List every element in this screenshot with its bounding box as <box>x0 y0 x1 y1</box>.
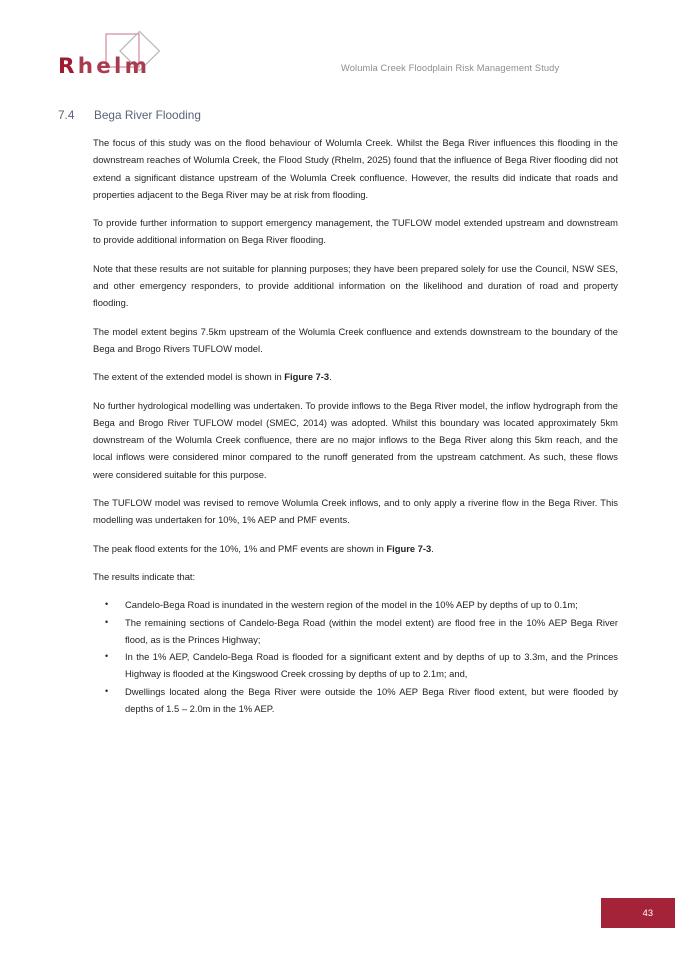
paragraph-peak-extents-figure <box>93 540 618 557</box>
page-header <box>0 0 675 95</box>
section-number: 7.4 <box>58 108 75 122</box>
list-item <box>93 614 618 649</box>
paragraph-model-extent: The model extent begins 7.5km upstream of the Wolumla Creek confluence and extends downstream to the boundary of the Bega and Brogo Rivers TUFLOW model. <box>93 325 618 354</box>
bullet-marker-icon: • <box>105 599 109 610</box>
results-bullet-list <box>93 596 618 717</box>
paragraph-emergency-management: To provide further information to support emergency management, the TUFLOW model extended upstream and downstream to provide additional information on Bega River flooding. <box>93 217 618 246</box>
list-item-text: Dwellings located along the Bega River were outside the 10% AEP Bega River flood extent, but were flooded by depths of 1.5 – 2.0m in the 1% AEP. <box>125 685 618 715</box>
section-heading <box>58 108 618 122</box>
paragraph-hydrological-modelling: No further hydrological modelling was undertaken. To provide inflows to the Bega River model, the inflow hydrograph from the Bega and Brogo River TUFLOW model (SMEC, 2014) was adopted. Whilst this boundary was located approximately 5km downstream of the Wolumla Creek confluence, there are no major inflows to the Bega River along this 5km reach, and the local inflows were considered minor compared to the runoff generated from the upstream catchment. As such, these flows were considered suitable for this purpose. <box>93 399 618 480</box>
extent-prefix-text: The extent of the extended model is shown in <box>93 371 285 383</box>
extent-suffix-text: . <box>329 371 332 383</box>
section-body <box>93 134 618 717</box>
bullet-marker-icon: • <box>105 651 109 662</box>
paragraph-planning-note: Note that these results are not suitable for planning purposes; they have been prepared solely for use the Council, NSW SES, and other emergency responders, to provide additional information on the likelihood and duration of road and property flooding. <box>93 262 618 309</box>
peak-extents-prefix-text: The peak flood extents for the 10%, 1% and PMF events are shown in <box>93 542 387 554</box>
figure-reference-peak-extents: Figure 7-3 <box>386 542 432 554</box>
logo-letters-helm: helm <box>77 54 151 79</box>
bullet-marker-icon: • <box>105 616 109 627</box>
section-title: Bega River Flooding <box>94 108 201 122</box>
list-item-text: Candelo-Bega Road is inundated in the western region of the model in the 10% AEP by depths of up to 0.1m; <box>125 599 578 611</box>
figure-reference-extent: Figure 7-3 <box>284 371 330 383</box>
header-document-title: Wolumla Creek Floodplain Risk Management Study <box>341 63 560 73</box>
page-number: 43 <box>642 908 653 918</box>
list-item <box>93 683 618 718</box>
peak-extents-suffix-text: . <box>431 542 434 554</box>
logo-wordmark <box>58 52 188 82</box>
logo-letter-r: R <box>58 54 78 79</box>
paragraph-results-intro: The results indicate that: <box>93 570 196 582</box>
rhelm-logo <box>58 30 188 88</box>
paragraph-tuflow-revision: The TUFLOW model was revised to remove Wolumla Creek inflows, and to only apply a riverine flow in the Bega River. This modelling was undertaken for 10%, 1% AEP and PMF events. <box>93 497 618 526</box>
list-item <box>93 596 618 613</box>
list-item-text: In the 1% AEP, Candelo-Bega Road is flooded for a significant extent and by depths of up to 3.3m, and the Princes Highway is flooded at the Kingswood Creek crossing by depths of up to 2.1m; and, <box>125 651 618 680</box>
page-content <box>58 108 618 717</box>
paragraph-focus-of-study: The focus of this study was on the flood behaviour of Wolumla Creek. Whilst the Bega River influences this flooding in the downstream reaches of Wolumla Creek, the Flood Study (Rhelm, 2025) found that the influence of Bega River flooding did not extend a significant distance upstream of the Wolumla Creek confluence. However, the results did indicate that roads and properties adjacent to the Bega River may be at risk from flooding. <box>93 137 618 200</box>
list-item <box>93 648 618 683</box>
bullet-marker-icon: • <box>105 685 109 696</box>
footer-page-number-box <box>601 898 675 928</box>
paragraph-extended-model-figure <box>93 368 618 385</box>
list-item-text: The remaining sections of Candelo-Bega Road (within the model extent) are flood free in the 10% AEP Bega River flood, as is the Princes Highway; <box>125 616 618 645</box>
